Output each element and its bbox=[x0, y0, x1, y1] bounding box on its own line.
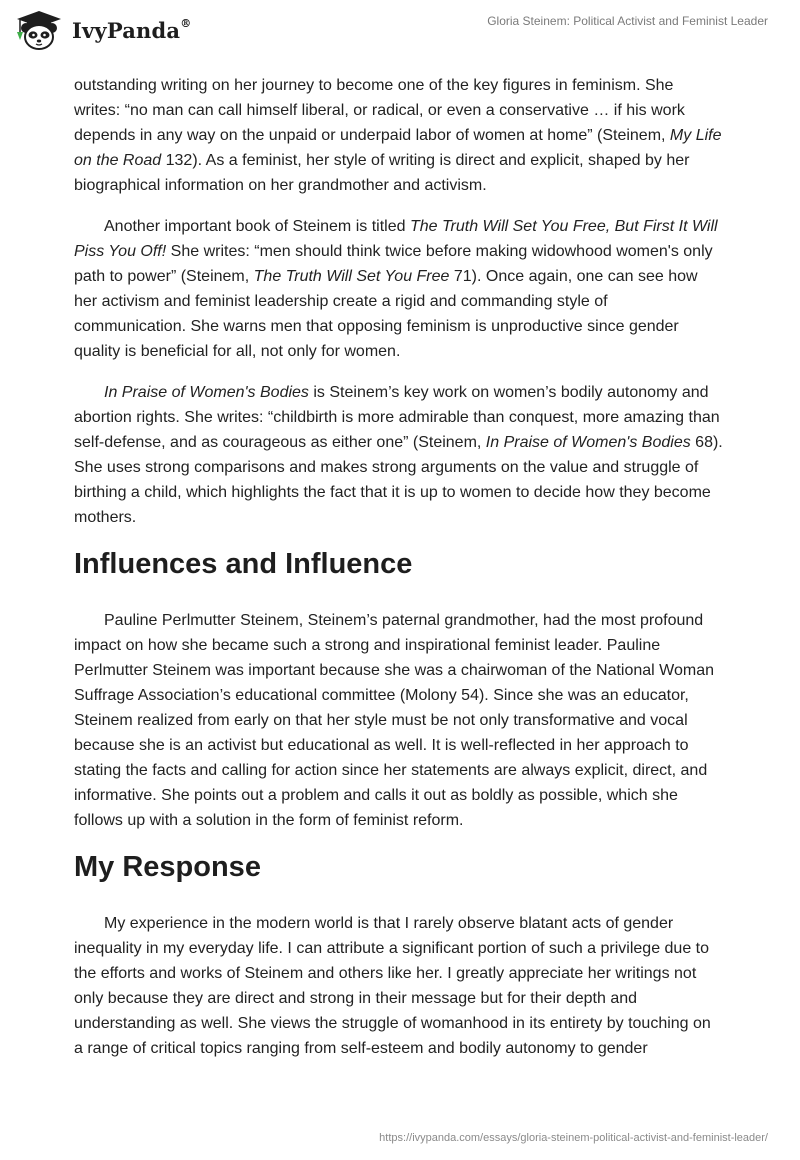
brand-name: IvyPanda® bbox=[72, 16, 192, 43]
paragraph-4: Pauline Perlmutter Steinem, Steinem’s paternal grandmother, had the most profound impact on how she became such a strong and inspirational feminist leader. Pauline Perlmutter Steinem was important because she was a chairwoman of the National Woman Suffrage Association’s educational committee (Molony 54). Since she was an educator, Steinem realized from early on that her style must be not only transformative and vocal because she is an activist but educational as well. It is well-reflected in her approach to stating the facts and calling for action since her statements are always explicit, direct, and informative. She points out a problem and calls it out as boldly as possible, which she follows up with a solution in the form of feminist reform. bbox=[74, 612, 715, 829]
panda-graduate-icon bbox=[14, 10, 64, 50]
essay-body bbox=[74, 73, 724, 1077]
source-url-link[interactable]: https://ivypanda.com/essays/gloria-steinem-political-activist-and-feminist-leader/ bbox=[379, 1132, 768, 1144]
ivypanda-logo[interactable] bbox=[14, 10, 191, 50]
heading-my-response: My Response bbox=[74, 851, 261, 883]
paragraph-5: My experience in the modern world is that I rarely observe blatant acts of gender inequality in my everyday life. I can attribute a significant portion of such a privilege due to the efforts and works of Steinem and others like her. I greatly appreciate her writings not only because they are direct and strong in their message but for their depth and understanding as well. She views the struggle of womanhood in its entirety by touching on a range of critical topics ranging from self-esteem and bodily autonomy to gender bbox=[74, 915, 711, 1057]
heading-influences: Influences and Influence bbox=[74, 548, 413, 580]
paragraph-2: Another important book of Steinem is titled The Truth Will Set You Free, But First It Will Piss You Off! She writes: “men should think twice before making widowhood women's only path to power” (Steinem, The Truth Will Set You Free 71). Once again, one can see how her activism and feminist leadership create a rigid and commanding style of communication. She warns men that opposing feminism is unproductive since gender quality is beneficial for all, not only for women. bbox=[74, 218, 718, 360]
paragraph-3: In Praise of Women's Bodies is Steinem’s key work on women’s bodily autonomy and abortion rights. She writes: “childbirth is more admirable than conquest, more amazing than self-defense, and as courageous as either one” (Steinem, In Praise of Women's Bodies 68). She uses strong comparisons and makes strong arguments on the value and struggle of birthing a child, which highlights the fact that it is up to women to decide how they become mothers. bbox=[74, 384, 723, 526]
paragraph-1: outstanding writing on her journey to become one of the key figures in feminism. She writes: “no man can call himself liberal, or radical, or even a conservative … if his work depends in any way on the unpaid or underpaid labor of women at home” (Steinem, My Life on the Road 132). As a feminist, her style of writing is direct and explicit, shaped by her biographical information on her grandmother and activism. bbox=[74, 77, 722, 194]
document-title: Gloria Steinem: Political Activist and Feminist Leader bbox=[487, 14, 768, 28]
page-header bbox=[0, 0, 800, 70]
